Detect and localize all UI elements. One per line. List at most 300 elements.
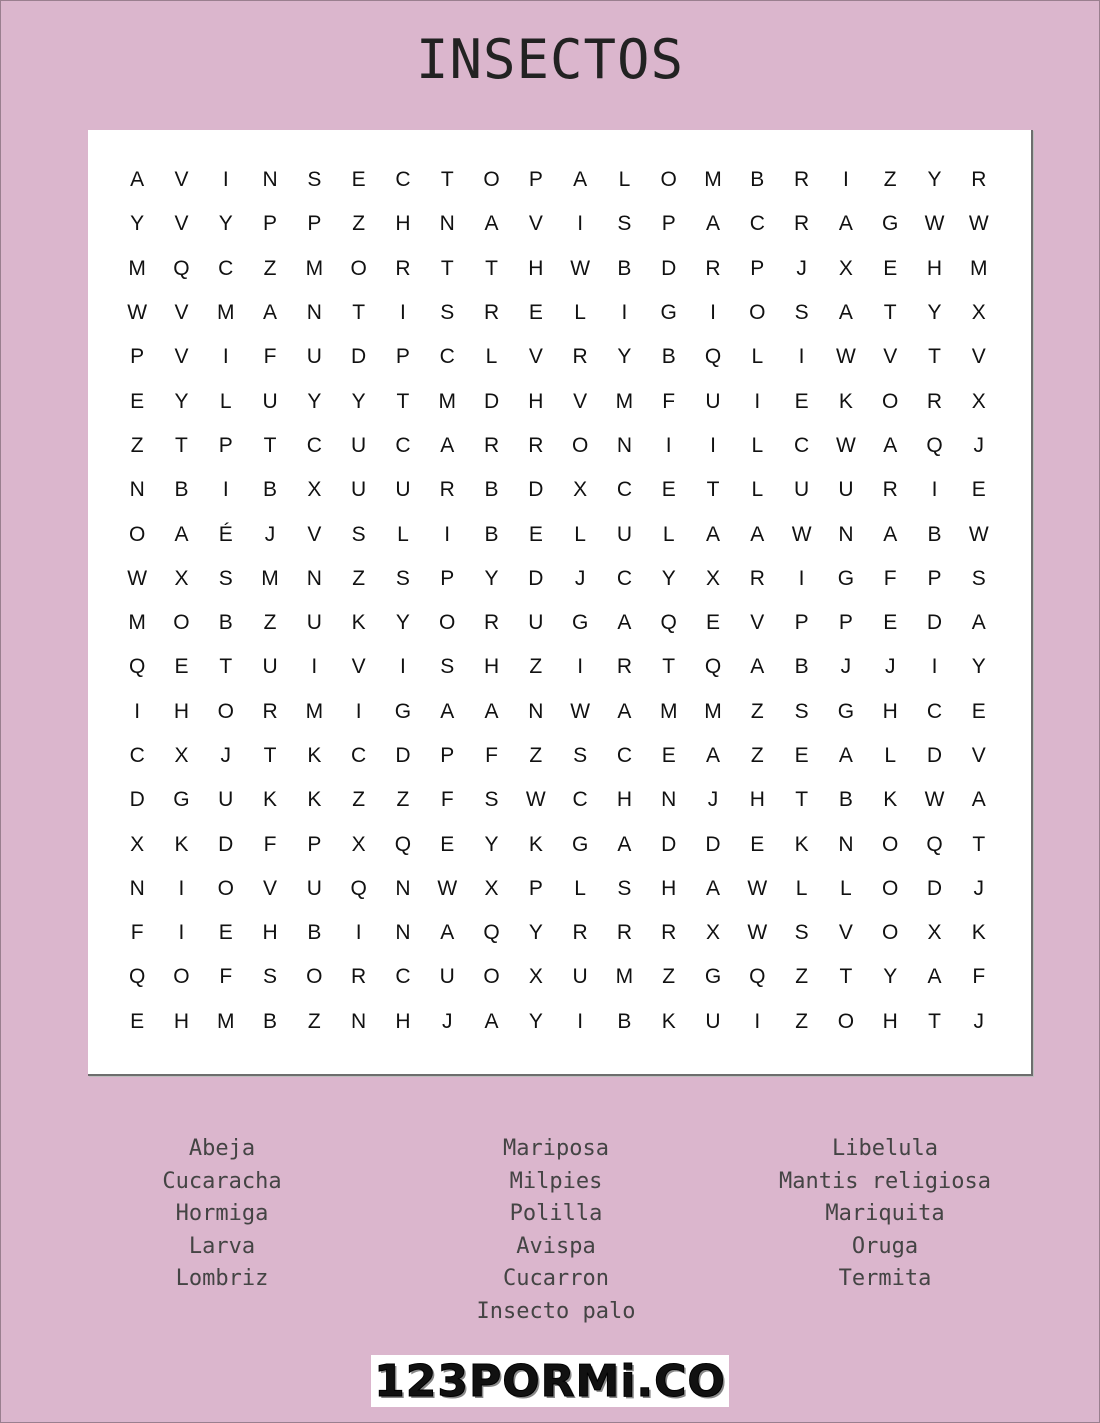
grid-letter: M <box>970 256 988 280</box>
grid-letter: Q <box>173 256 190 280</box>
grid-letter: D <box>926 744 943 767</box>
grid-letter: V <box>838 921 853 945</box>
grid-letter: Q <box>926 433 943 457</box>
grid-letter: D <box>218 832 234 856</box>
grid-letter: C <box>306 433 322 457</box>
grid-letter: L <box>751 345 764 369</box>
grid-letter: D <box>351 345 367 369</box>
grid-letter: N <box>395 921 411 945</box>
grid-letter: É <box>218 522 233 546</box>
grid-letter: O <box>882 832 899 856</box>
grid-letter: A <box>617 611 632 635</box>
grid-letter: R <box>616 921 632 945</box>
grid-letter: V <box>971 345 986 369</box>
grid-letter: T <box>928 1009 941 1033</box>
grid-letter: U <box>306 611 322 635</box>
grid-letter: C <box>351 744 367 767</box>
grid-letter: W <box>835 433 856 457</box>
grid-letter: J <box>973 1009 985 1033</box>
grid-letter: D <box>483 389 500 413</box>
grid-letter: C <box>616 744 632 767</box>
grid-letter: R <box>572 345 588 369</box>
grid-letter: C <box>218 256 234 280</box>
grid-letter: B <box>661 345 676 369</box>
site-logo-text: 123PORMi.CO <box>374 1355 726 1407</box>
grid-letter: T <box>175 433 188 457</box>
grid-letter: M <box>704 168 722 192</box>
grid-letter: D <box>528 478 544 502</box>
grid-letter: H <box>926 256 943 280</box>
grid-letter: B <box>794 655 809 679</box>
grid-letter: T <box>662 655 676 679</box>
grid-letter: I <box>311 655 318 679</box>
grid-letter: M <box>615 389 634 413</box>
grid-letter: C <box>129 744 145 767</box>
grid-letter: E <box>174 655 189 679</box>
grid-letter: H <box>528 256 544 280</box>
grid-letter: R <box>483 301 500 325</box>
grid-letter: B <box>927 522 942 546</box>
grid-letter: N <box>129 876 145 900</box>
grid-letter: K <box>883 788 898 812</box>
grid-letter: N <box>129 478 145 502</box>
grid-letter: A <box>617 832 632 856</box>
grid-letter: P <box>927 566 942 590</box>
grid-letter: Y <box>528 1009 543 1033</box>
word-list-item: Termita <box>838 1266 932 1291</box>
grid-letter: T <box>396 389 410 413</box>
grid-letter: C <box>572 788 588 812</box>
grid-letter: J <box>707 788 719 812</box>
grid-letter: I <box>798 345 805 369</box>
grid-letter: H <box>173 1009 190 1033</box>
grid-letter: W <box>968 522 989 546</box>
word-list-item: Insecto palo <box>476 1298 636 1324</box>
grid-letter: O <box>217 876 234 900</box>
grid-letter: N <box>395 876 411 900</box>
grid-letter: E <box>750 832 765 856</box>
grid-letter: Q <box>128 965 146 989</box>
grid-letter: A <box>971 611 986 635</box>
grid-letter: D <box>528 566 544 590</box>
grid-letter: E <box>528 301 543 325</box>
grid-letter: R <box>749 566 765 590</box>
grid-letter: X <box>174 566 189 590</box>
grid-letter: L <box>618 168 631 192</box>
grid-letter: G <box>837 566 855 590</box>
grid-letter: P <box>307 212 322 236</box>
grid-letter: I <box>444 522 451 546</box>
grid-letter: D <box>926 876 943 900</box>
grid-letter: D <box>129 788 145 812</box>
grid-letter: B <box>617 256 632 280</box>
grid-letter: Q <box>350 876 367 900</box>
grid-letter: M <box>305 699 324 723</box>
grid-letter: X <box>706 921 721 945</box>
grid-letter: G <box>571 832 589 856</box>
grid-letter: R <box>483 433 500 457</box>
grid-letter: L <box>219 389 232 413</box>
grid-letter: L <box>574 876 586 900</box>
grid-letter: M <box>659 699 678 723</box>
grid-letter: K <box>528 832 543 856</box>
grid-letter: F <box>662 389 676 413</box>
grid-letter: U <box>395 478 411 502</box>
grid-letter: Y <box>174 389 189 413</box>
grid-letter: F <box>130 921 144 945</box>
grid-letter: N <box>661 788 677 812</box>
grid-letter: P <box>307 832 322 856</box>
grid-letter: B <box>838 788 853 812</box>
grid-letter: I <box>222 345 229 369</box>
grid-letter: P <box>263 212 278 236</box>
word-list-item: Cucarron <box>503 1266 609 1291</box>
grid-letter: U <box>705 1009 721 1033</box>
grid-letter: A <box>838 301 853 325</box>
grid-letter: S <box>440 301 455 325</box>
grid-letter: A <box>484 1009 499 1033</box>
grid-letter: W <box>924 788 945 812</box>
grid-letter: Y <box>130 212 145 236</box>
grid-letter: Q <box>926 832 943 856</box>
grid-letter: P <box>661 212 676 236</box>
grid-letter: N <box>838 522 854 546</box>
grid-letter: Z <box>750 744 764 767</box>
site-logo <box>371 1355 729 1407</box>
grid-letter: M <box>128 256 146 280</box>
grid-letter: G <box>704 965 722 989</box>
grid-letter: E <box>130 389 145 413</box>
grid-letter: R <box>395 256 411 280</box>
word-list-item: Mantis religiosa <box>779 1168 991 1194</box>
grid-letter: C <box>439 345 455 369</box>
grid-letter: Z <box>529 655 543 679</box>
grid-letter: O <box>882 921 899 945</box>
word-list-item: Lombriz <box>175 1266 269 1291</box>
grid-letter: E <box>218 921 233 945</box>
grid-letter: Q <box>749 965 766 989</box>
grid-letter: O <box>173 611 190 635</box>
grid-letter: N <box>838 832 854 856</box>
grid-letter: D <box>395 744 411 767</box>
grid-letter: Y <box>528 921 543 945</box>
grid-letter: K <box>794 832 809 856</box>
grid-letter: I <box>577 1009 584 1033</box>
grid-letter: S <box>617 876 632 900</box>
grid-letter: O <box>439 611 456 635</box>
grid-letter: O <box>882 389 899 413</box>
grid-letter: W <box>525 788 546 812</box>
grid-letter: O <box>882 876 899 900</box>
grid-letter: R <box>705 256 721 280</box>
grid-letter: H <box>749 788 765 812</box>
grid-letter: X <box>528 965 543 989</box>
grid-letter: H <box>395 1009 411 1033</box>
word-list-item: Oruga <box>851 1233 919 1259</box>
grid-letter: Y <box>484 566 499 590</box>
grid-letter: T <box>485 256 498 280</box>
grid-letter: S <box>395 566 410 590</box>
grid-letter: A <box>750 655 765 679</box>
grid-letter: L <box>485 345 498 369</box>
grid-letter: B <box>174 478 189 502</box>
grid-letter: S <box>263 965 278 989</box>
grid-letter: J <box>796 256 807 280</box>
grid-letter: E <box>706 611 721 635</box>
grid-letter: Y <box>971 655 986 679</box>
grid-letter: B <box>307 921 322 945</box>
word-list-column-2 <box>406 1133 706 1328</box>
grid-letter: O <box>483 168 500 192</box>
grid-letter: Y <box>883 965 898 989</box>
grid-letter: V <box>750 611 765 635</box>
grid-letter: I <box>178 921 185 945</box>
grid-letter: A <box>440 921 455 945</box>
grid-letter: I <box>621 301 628 325</box>
grid-letter: U <box>306 876 322 900</box>
grid-letter: A <box>883 433 898 457</box>
grid-letter: L <box>884 744 897 767</box>
grid-letter: C <box>616 566 632 590</box>
grid-letter: J <box>973 433 985 457</box>
grid-letter: P <box>794 611 809 635</box>
grid-letter: P <box>528 168 543 192</box>
grid-letter: F <box>219 965 233 989</box>
word-list-item: Avispa <box>516 1233 596 1259</box>
grid-letter: E <box>528 522 543 546</box>
grid-letter: Z <box>795 965 809 989</box>
grid-letter: E <box>351 168 366 192</box>
grid-letter: X <box>130 832 145 856</box>
grid-letter: S <box>573 744 588 767</box>
grid-letter: A <box>838 212 853 236</box>
grid-letter: Z <box>795 1009 809 1033</box>
grid-letter: E <box>130 1009 145 1033</box>
grid-letter: C <box>395 168 411 192</box>
grid-letter: C <box>749 212 765 236</box>
grid-letter: X <box>971 389 986 413</box>
grid-letter: Z <box>352 788 366 812</box>
grid-letter: U <box>351 478 367 502</box>
grid-letter: Z <box>130 433 144 457</box>
grid-letter: U <box>262 655 278 679</box>
grid-letter: S <box>218 566 233 590</box>
grid-letter: T <box>352 301 366 325</box>
grid-letter: R <box>926 389 943 413</box>
grid-letter: P <box>838 611 853 635</box>
grid-letter: E <box>440 832 455 856</box>
grid-letter: J <box>264 522 276 546</box>
grid-letter: W <box>437 876 458 900</box>
grid-letter: E <box>971 478 986 502</box>
page-title: INSECTOS <box>415 28 685 91</box>
grid-letter: Y <box>307 389 322 413</box>
grid-letter: R <box>794 168 810 192</box>
grid-letter: G <box>837 699 855 723</box>
grid-letter: T <box>263 744 277 767</box>
grid-letter: N <box>262 168 278 192</box>
grid-letter: E <box>883 256 898 280</box>
grid-letter: E <box>794 744 809 767</box>
grid-letter: G <box>660 301 677 325</box>
grid-letter: X <box>307 478 322 502</box>
grid-letter: L <box>574 522 586 546</box>
grid-letter: M <box>216 301 235 325</box>
grid-letter: D <box>926 611 943 635</box>
grid-letter: T <box>883 301 897 325</box>
grid-letter: S <box>971 566 986 590</box>
grid-letter: Q <box>704 655 722 679</box>
grid-letter: R <box>882 478 898 502</box>
grid-letter: F <box>883 566 897 590</box>
grid-letter: F <box>440 788 454 812</box>
grid-letter: C <box>395 433 411 457</box>
grid-letter: I <box>222 168 229 192</box>
grid-letter: A <box>440 433 455 457</box>
grid-letter: P <box>528 876 543 900</box>
grid-letter: I <box>577 212 584 236</box>
grid-letter: I <box>400 655 406 679</box>
grid-letter: A <box>617 699 632 723</box>
grid-letter: L <box>751 478 764 502</box>
grid-letter: E <box>883 611 898 635</box>
grid-letter: V <box>351 655 366 679</box>
grid-letter: M <box>305 256 324 280</box>
grid-letter: P <box>395 345 410 369</box>
grid-letter: K <box>351 611 366 635</box>
grid-letter: L <box>662 522 675 546</box>
grid-letter: V <box>528 212 543 236</box>
grid-letter: A <box>440 699 455 723</box>
grid-letter: S <box>440 655 455 679</box>
grid-letter: K <box>174 832 189 856</box>
grid-letter: I <box>842 168 849 192</box>
grid-letter: A <box>971 788 986 812</box>
grid-letter: N <box>351 1009 367 1033</box>
grid-letter: U <box>705 389 721 413</box>
grid-letter: Y <box>218 212 233 236</box>
grid-letter: V <box>883 345 898 369</box>
grid-letter: W <box>747 876 768 900</box>
grid-letter: V <box>971 744 986 767</box>
grid-letter: Y <box>927 301 942 325</box>
grid-letter: M <box>438 389 456 413</box>
grid-letter: R <box>528 433 544 457</box>
grid-letter: A <box>174 522 189 546</box>
grid-letter: P <box>750 256 765 280</box>
grid-letter: I <box>798 566 805 590</box>
grid-letter: Q <box>704 345 722 369</box>
grid-letter: A <box>706 744 721 767</box>
grid-letter: I <box>931 655 938 679</box>
grid-letter: G <box>571 611 589 635</box>
grid-letter: H <box>882 699 898 723</box>
grid-letter: T <box>928 345 941 369</box>
grid-letter: B <box>263 1009 278 1033</box>
grid-letter: X <box>971 301 986 325</box>
grid-letter: I <box>710 301 716 325</box>
grid-letter: B <box>617 1009 632 1033</box>
grid-letter: S <box>794 301 809 325</box>
grid-letter: J <box>840 655 852 679</box>
grid-letter: Z <box>883 168 897 192</box>
grid-letter: P <box>218 433 233 457</box>
grid-letter: V <box>174 301 189 325</box>
grid-letter: Y <box>351 389 366 413</box>
grid-letter: D <box>705 832 721 856</box>
grid-letter: F <box>263 832 277 856</box>
grid-letter: O <box>837 1009 855 1033</box>
grid-letter: M <box>128 611 146 635</box>
grid-letter: I <box>400 301 406 325</box>
grid-letter: Y <box>661 566 676 590</box>
grid-letter: N <box>616 433 632 457</box>
grid-letter: H <box>483 655 500 679</box>
grid-letter: W <box>127 301 148 325</box>
grid-letter: Y <box>484 832 499 856</box>
grid-letter: A <box>706 876 721 900</box>
grid-letter: O <box>306 965 323 989</box>
grid-letter: W <box>127 566 148 590</box>
grid-letter: E <box>971 699 986 723</box>
grid-letter: F <box>485 744 498 767</box>
grid-letter: U <box>218 788 234 812</box>
grid-letter: T <box>972 832 986 856</box>
grid-letter: O <box>483 965 500 989</box>
grid-letter: A <box>484 212 499 236</box>
grid-letter: I <box>222 478 229 502</box>
grid-letter: Q <box>128 655 146 679</box>
grid-letter: T <box>219 655 233 679</box>
grid-letter: Z <box>396 788 410 812</box>
grid-letter: R <box>483 611 500 635</box>
grid-letter: A <box>706 522 721 546</box>
grid-letter: K <box>971 921 986 945</box>
grid-letter: O <box>350 256 367 280</box>
grid-letter: I <box>754 389 761 413</box>
word-list-item: Abeja <box>188 1136 256 1161</box>
grid-letter: Z <box>529 744 543 767</box>
grid-letter: Y <box>395 611 410 635</box>
grid-letter: H <box>262 921 278 945</box>
grid-letter: A <box>750 522 765 546</box>
grid-letter: A <box>706 212 721 236</box>
grid-letter: K <box>661 1009 676 1033</box>
grid-letter: Z <box>263 611 277 635</box>
grid-letter: A <box>883 522 898 546</box>
grid-letter: L <box>795 876 808 900</box>
grid-letter: Z <box>263 256 277 280</box>
grid-letter: P <box>440 566 455 590</box>
word-list-item: Mariposa <box>503 1136 609 1161</box>
grid-letter: G <box>882 212 899 236</box>
word-list-column-3 <box>735 1133 1035 1296</box>
grid-letter: V <box>528 345 543 369</box>
grid-letter: N <box>306 301 322 325</box>
grid-letter: V <box>174 168 189 192</box>
grid-letter: L <box>840 876 852 900</box>
grid-letter: A <box>130 168 145 192</box>
grid-letter: X <box>174 744 189 767</box>
grid-letter: Q <box>660 611 677 635</box>
grid-letter: Q <box>483 921 500 945</box>
grid-letter: C <box>926 699 943 723</box>
grid-letter: U <box>351 433 367 457</box>
grid-letter: U <box>306 345 322 369</box>
grid-letter: V <box>307 522 322 546</box>
grid-letter: E <box>661 744 676 767</box>
grid-letter: T <box>263 433 277 457</box>
